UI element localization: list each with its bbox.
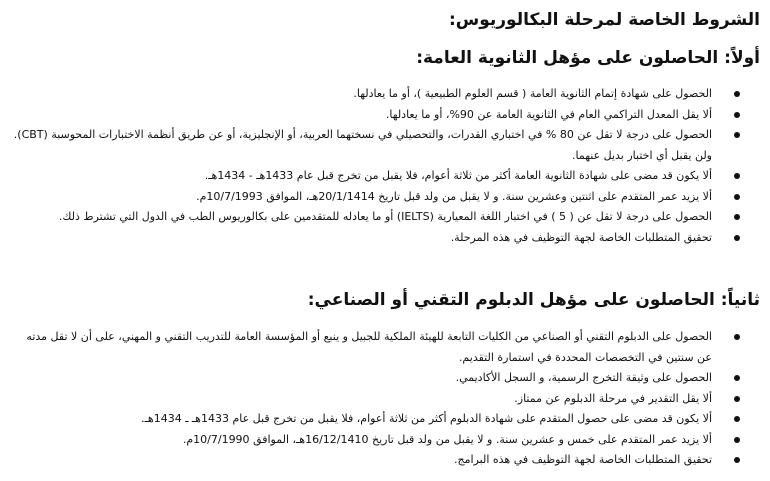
list-item [10,368,740,389]
list-item [10,166,740,187]
list-item-text: الحصول على وثيقة التخرج الرسمية، و السجل الأكاديمي. [455,371,712,384]
bullet-icon [734,91,740,97]
bullet-icon [734,132,740,138]
bullet-icon [734,457,740,463]
list-item [10,430,740,451]
list-item-text: تحقيق المتطلبات الخاصة لجهة التوظيف في هذه البرامج. [454,453,712,466]
list-item-text: الحصول على الدبلوم التقني أو الصناعي من الكليات التابعة للهيئة الملكية للجبيل و ينبع أو المؤسسة العامة للتدريب التقني و المهني، على أن لا تقل مدته عن سنتين في التخصصات المحددة في استمارة التقديم. [26,330,712,364]
list-item-text: ألا يقل المعدل التراكمي العام في الثانوية العامة عن 90%، أو ما يعادلها. [385,107,712,121]
list-item-text: الحصول على درجة لا تقل عن ( 5 ) في اختبار اللغة المعيارية (IELTS) أو ما يعادله للمتقدمين على بكالوريوس الطب في الدول التي تشترط ذلك. [58,210,712,223]
list-item [10,105,740,126]
list-item [10,450,740,471]
bullet-icon [734,334,740,340]
bullet-icon [734,235,740,241]
list-item [10,409,740,430]
list-item-text: ألا يكون قد مضى على حصول المتقدم على شهادة الدبلوم أكثر من ثلاثة أعوام، فلا يقبل من تخرج قبل عام 1433هـ ـ 1434هـ. [141,412,712,425]
list-item-text: ألا يقل التقدير في مرحلة الدبلوم عن ممتاز. [514,391,712,405]
list-item [10,327,740,368]
high-school-requirements-list [10,84,740,248]
section-heading-diploma: ثانياً: الحاصلون على مؤهل الدبلوم التقني أو الصناعي: [307,290,760,310]
bullet-icon [734,437,740,443]
list-item-text: تحقيق المتطلبات الخاصة لجهة التوظيف في هذه المرحلة. [450,230,712,244]
list-item [10,228,740,249]
list-item-text: الحصول على درجة لا تقل عن 80 % في اختباري القدرات، والتحصيلي في نسختهما العربية، أو الإنجليزية، أو عن طريق أنظمة الاختبارات المحوسبة (CBT). ولن يقبل أي اختبار بديل عنهما. [13,128,712,162]
bullet-icon [734,396,740,402]
list-item [10,125,740,166]
page-title: الشروط الخاصة لمرحلة البكالوريوس: [448,10,760,30]
list-item-text: ألا يزيد عمر المتقدم على اثنتين وعشرين سنة. و لا يقبل من ولد قبل تاريخ 20/1/1414هـ، الموافق 10/7/1993م. [196,189,712,203]
list-item-text: ألا يكون قد مضى على شهادة الثانوية العامة أكثر من ثلاثة أعوام، فلا يقبل من تخرج قبل عام 1433هـ - 1434هـ. [204,169,712,182]
section-heading-high-school: أولاً: الحاصلون على مؤهل الثانوية العامة: [416,48,760,68]
bullet-icon [734,416,740,422]
list-item [10,84,740,105]
diploma-requirements-list [10,327,740,471]
bullet-icon [734,194,740,200]
bullet-icon [734,112,740,118]
list-item [10,187,740,208]
list-item [10,207,740,228]
bullet-icon [734,375,740,381]
list-item [10,389,740,410]
list-item-text: الحصول على شهادة إتمام الثانوية العامة ( قسم العلوم الطبيعية )، أو ما يعادلها. [353,87,712,100]
bullet-icon [734,173,740,179]
bullet-icon [734,214,740,220]
list-item-text: ألا يزيد عمر المتقدم على خمس و عشرين سنة. و لا يقبل من ولد قبل تاريخ 16/12/1410هـ، الموافق 10/7/1990م. [182,432,712,446]
